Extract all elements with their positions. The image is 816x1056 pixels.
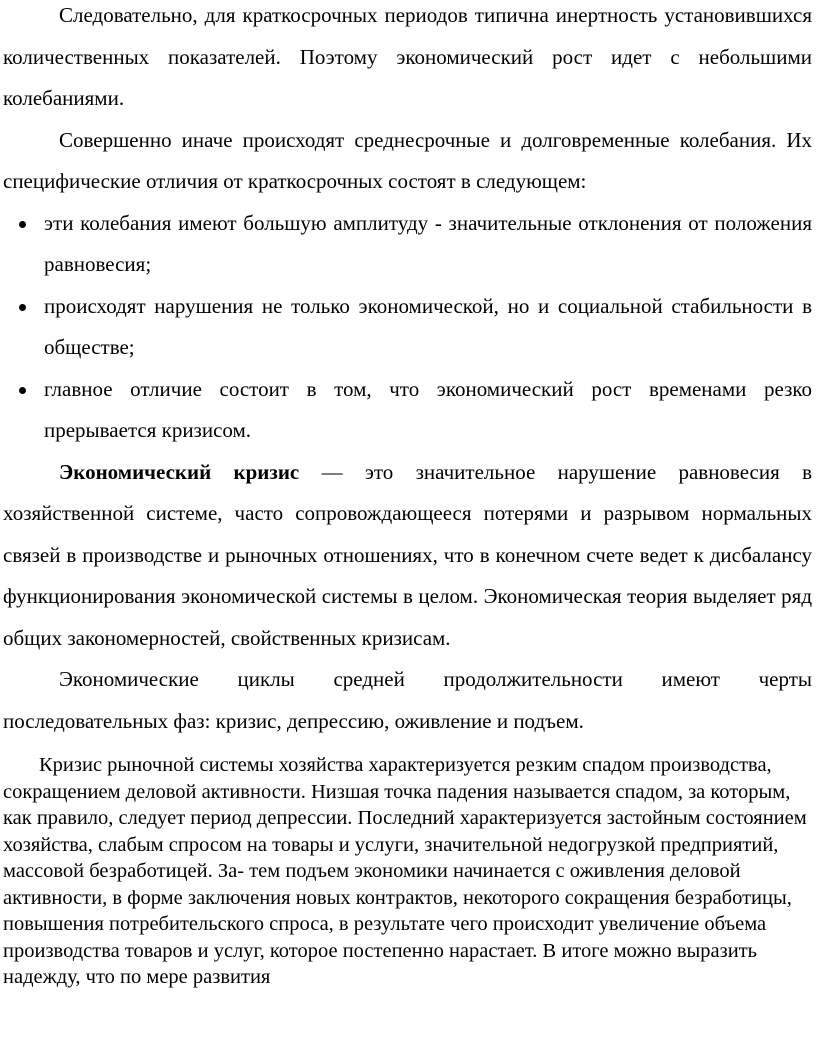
definition-term: Экономический кризис [59,459,300,484]
bullet-icon [19,221,26,228]
definition-text: — это значительное нарушение равновесия в хозяйственной системе, часто сопровождающееся потерями и разрывом нормальных связей в производстве и рыночных отношениях, что в конечном счете ведет к дисбалансу функционирования экономической системы в целом. Экономическая теория выделяет ряд общих закономерностей, свойственных кризисам. [3,459,812,650]
paragraph-market-crisis: Кризис рыночной системы хозяйства характеризуется резким спадом производства, сокращением деловой активности. Низшая точка падения называется спадом, за которым, как правило, следует период депрессии. Последний характеризуется застойным состоянием хозяйства, слабым спросом на товары и услуги, значительной недогрузкой предприятий, массовой безработицей. За- тем подъем экономики начинается с оживления деловой активности, в форме заключения новых контрактов, некоторого сокращения безработицы, повышения потребительского спроса, в результате чего происходит увеличение объема производства товаров и услуг, которое постепенно нарастает. В итоге можно выразить надежду, что по мере развития [3,754,807,988]
bullet-icon [19,304,26,311]
list-item [3,203,812,286]
paragraph-medium-long-fluctuations: Совершенно иначе происходят среднесрочные и долговременные колебания. Их специфические отличия от краткосрочных состоят в следующем: [3,127,812,193]
list-item-text: происходят нарушения не только экономической, но и социальной стабильности в обществе; [44,293,812,359]
bullet-list [3,203,812,452]
list-item [3,286,812,369]
bullet-icon [19,387,26,394]
paragraph-crisis-definition [3,452,812,660]
list-item-text: эти колебания имеют большую амплитуду - значительные отклонения от положения равновесия; [44,210,812,276]
paragraph-inertia: Следовательно, для краткосрочных периодов типична инертность установившихся количественных показателей. Поэтому экономический рост идет с небольшими колебаниями. [3,3,812,110]
paragraph-cycle-phases: Экономические циклы средней продолжительности имеют черты последовательных фаз: кризис, депрессию, оживление и подъем. [3,667,812,733]
list-item [3,369,812,452]
list-item-text: главное отличие состоит в том, что экономический рост временами резко прерывается кризисом. [44,376,812,442]
